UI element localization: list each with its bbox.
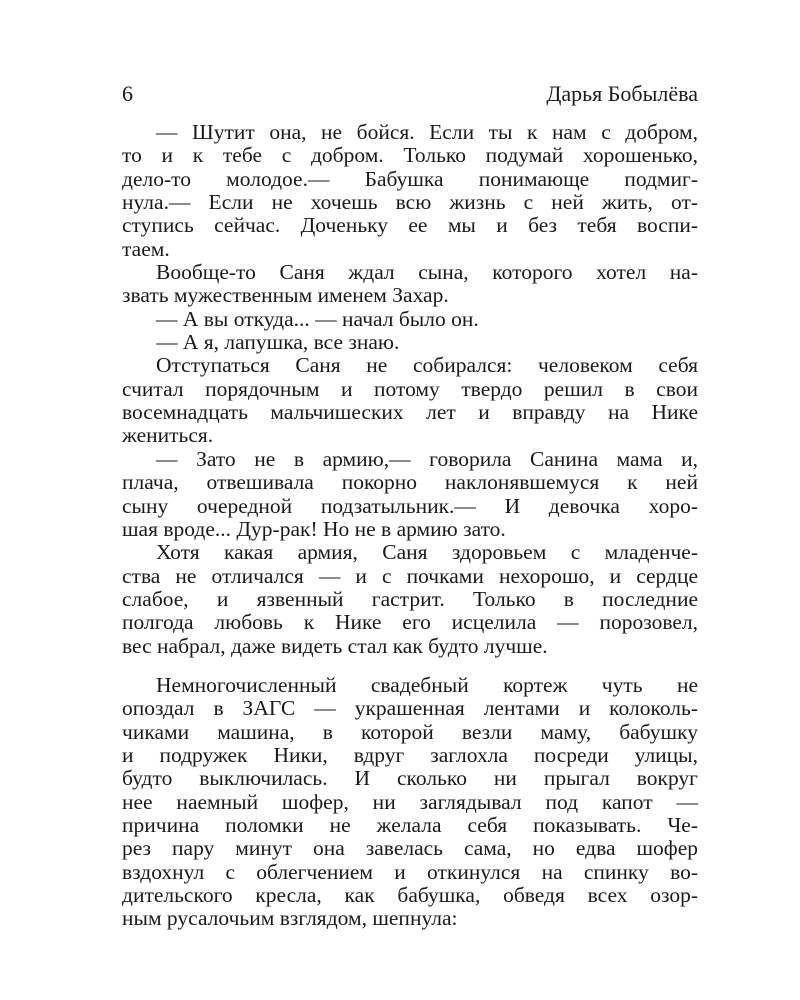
text-line: Хотя какая армия, Саня здоровьем с младенче- (156, 540, 698, 565)
text-line: слабое, и язвенный гастрит. Только в последние (122, 586, 698, 611)
text-line: то и к тебе с добром. Только подумай хорошенько, (122, 143, 698, 168)
header-author: Дарья Бобылёва (546, 81, 698, 106)
text-line: восемнадцать мальчишеских лет и вправду на Нике (122, 400, 698, 425)
text-line: опоздал в ЗАГС — украшенная лентами и колоколь- (122, 696, 698, 721)
text-line: вздохнул с облегчением и откинулся на спинку во- (122, 859, 698, 884)
text-line: дело-то молодое.— Бабушка понимающе подмиг- (122, 166, 698, 191)
text-line: чиками машина, в которой везли маму, бабушку (122, 719, 698, 744)
text-block-1 (122, 121, 698, 658)
text-line: звать мужественным именем Захар. (122, 283, 449, 308)
text-line: — А я, лапушка, все знаю. (156, 330, 400, 355)
text-line: вес набрал, даже видеть стал как будто лучше. (122, 633, 548, 658)
text-line: плача, отвешивала покорно наклонявшемуся к ней (122, 470, 698, 495)
text-line: нула.— Если не хочешь всю жизнь с ней жить, от- (122, 190, 698, 215)
book-page (122, 0, 698, 1000)
text-line: будто выключилась. И сколько ни прыгал вокруг (122, 766, 698, 791)
text-line: нее наемный шофер, ни заглядывал под капот — (122, 789, 698, 814)
text-line: причина поломки не желала себя показывать. Че- (122, 813, 698, 838)
text-line: рез пару минут она завелась сама, но едва шофер (122, 836, 698, 861)
text-line: Отступаться Саня не собирался: человеком себя (156, 353, 698, 378)
text-line: полгода любовь к Нике его исцелила — порозовел, (122, 610, 698, 635)
text-line: таем. (122, 236, 170, 261)
text-line: дительского кресла, как бабушка, обведя всех озор- (122, 883, 698, 908)
text-line: — Шутит она, не бойся. Если ты к нам с добром, (156, 120, 698, 144)
text-line: ства не отличался — и с почками нехорошо, и сердце (122, 563, 698, 588)
page-number: 6 (122, 81, 133, 106)
text-line: шая вроде... Дур-рак! Но не в армию зато. (122, 516, 506, 541)
text-line: жениться. (122, 423, 214, 448)
text-line: ступись сейчас. Доченьку ее мы и без тебя воспи- (122, 213, 698, 238)
text-line: сыну очередной подзатыльник.— И девочка хоро- (122, 493, 698, 518)
text-line: Немногочисленный свадебный кортеж чуть не (156, 673, 698, 697)
text-line: — Зато не в армию,— говорила Санина мама и, (156, 446, 698, 471)
text-line: Вообще-то Саня ждал сына, которого хотел на- (156, 260, 698, 285)
text-line: и подружек Ники, вдруг заглохла посреди улицы, (122, 743, 698, 768)
text-line: считал порядочным и потому твердо решил в свои (122, 376, 698, 401)
text-line: ным русалочьим взглядом, шепнула: (122, 906, 458, 931)
text-line: — А вы откуда... — начал было он. (156, 306, 479, 331)
running-head (122, 79, 698, 109)
text-block-2 (122, 674, 698, 931)
